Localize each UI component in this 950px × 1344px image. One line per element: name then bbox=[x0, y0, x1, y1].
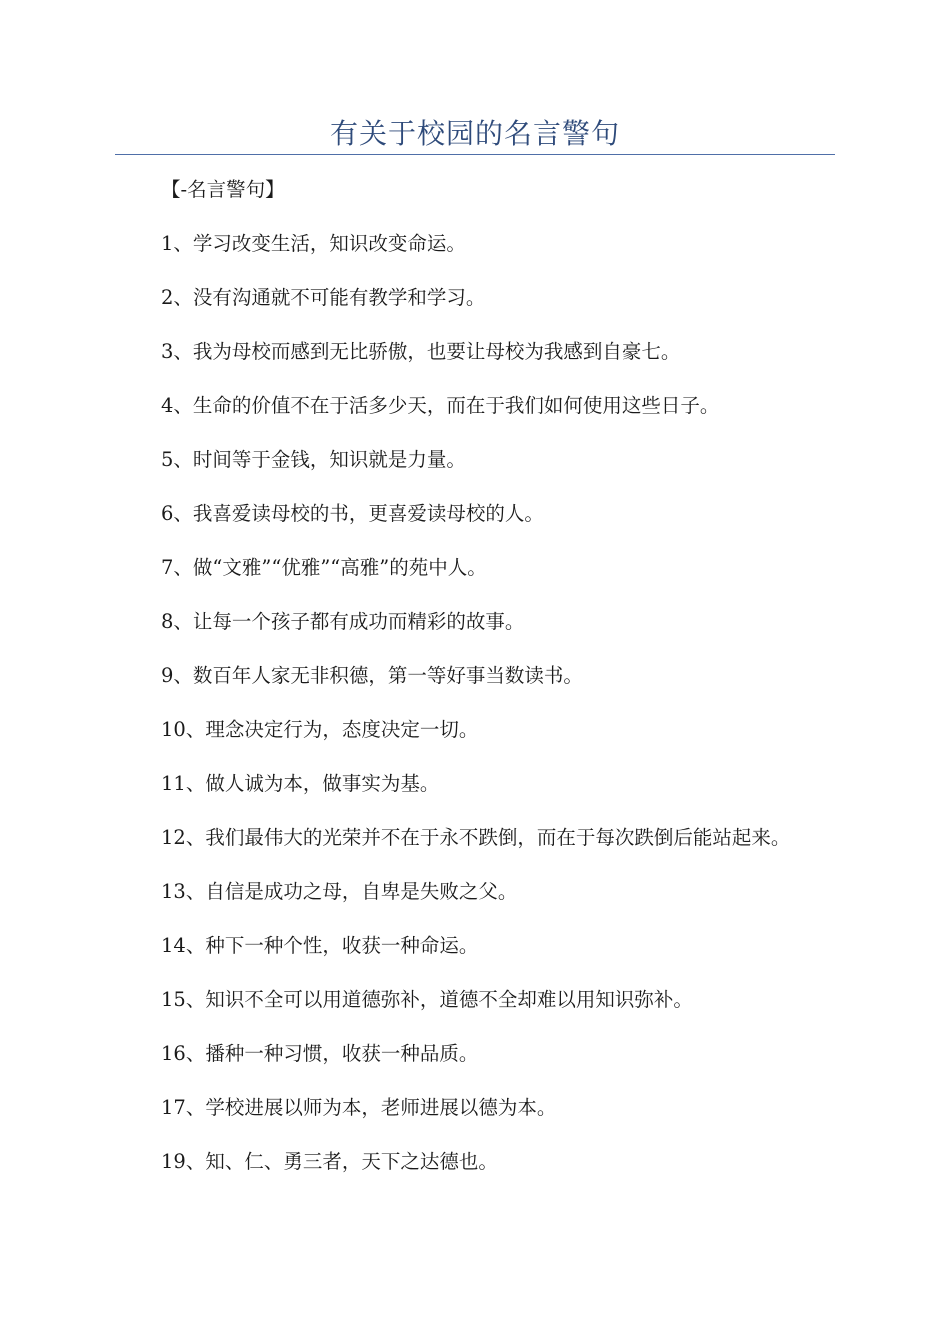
quote-item: 7、做“文雅”“优雅”“高雅”的苑中人。 bbox=[161, 556, 487, 579]
document-title: 有关于校园的名言警句 bbox=[329, 117, 620, 150]
title-underline bbox=[115, 154, 835, 155]
quote-item: 13、自信是成功之母，自卑是失败之父。 bbox=[161, 880, 518, 903]
quote-item: 1、学习改变生活，知识改变命运。 bbox=[161, 232, 466, 255]
quote-item: 19、知、仁、勇三者，天下之达德也。 bbox=[161, 1150, 498, 1173]
document-body bbox=[115, 172, 835, 1198]
quote-item: 3、我为母校而感到无比骄傲，也要让母校为我感到自豪七。 bbox=[161, 340, 681, 363]
quote-item: 17、学校进展以师为本，老师进展以德为本。 bbox=[161, 1096, 557, 1119]
quote-item: 2、没有沟通就不可能有教学和学习。 bbox=[161, 286, 486, 309]
section-heading: 【-名言警句】 bbox=[161, 178, 285, 201]
quote-item: 14、种下一种个性，收获一种命运。 bbox=[161, 934, 479, 957]
quote-item: 4、生命的价值不在于活多少天，而在于我们如何使用这些日子。 bbox=[161, 394, 720, 417]
quote-item: 10、理念决定行为，态度决定一切。 bbox=[161, 718, 479, 741]
quote-item: 5、时间等于金钱，知识就是力量。 bbox=[161, 448, 466, 471]
quote-item: 6、我喜爱读母校的书，更喜爱读母校的人。 bbox=[161, 502, 544, 525]
quote-item: 12、我们最伟大的光荣并不在于永不跌倒，而在于每次跌倒后能站起来。 bbox=[161, 826, 791, 849]
quote-item: 8、让每一个孩子都有成功而精彩的故事。 bbox=[161, 610, 525, 633]
quote-item: 9、数百年人家无非积德，第一等好事当数读书。 bbox=[161, 664, 583, 687]
quote-item: 16、播种一种习惯，收获一种品质。 bbox=[161, 1042, 479, 1065]
quote-item: 15、知识不全可以用道德弥补，道德不全却难以用知识弥补。 bbox=[161, 988, 693, 1011]
quote-item: 11、做人诚为本，做事实为基。 bbox=[161, 772, 440, 795]
